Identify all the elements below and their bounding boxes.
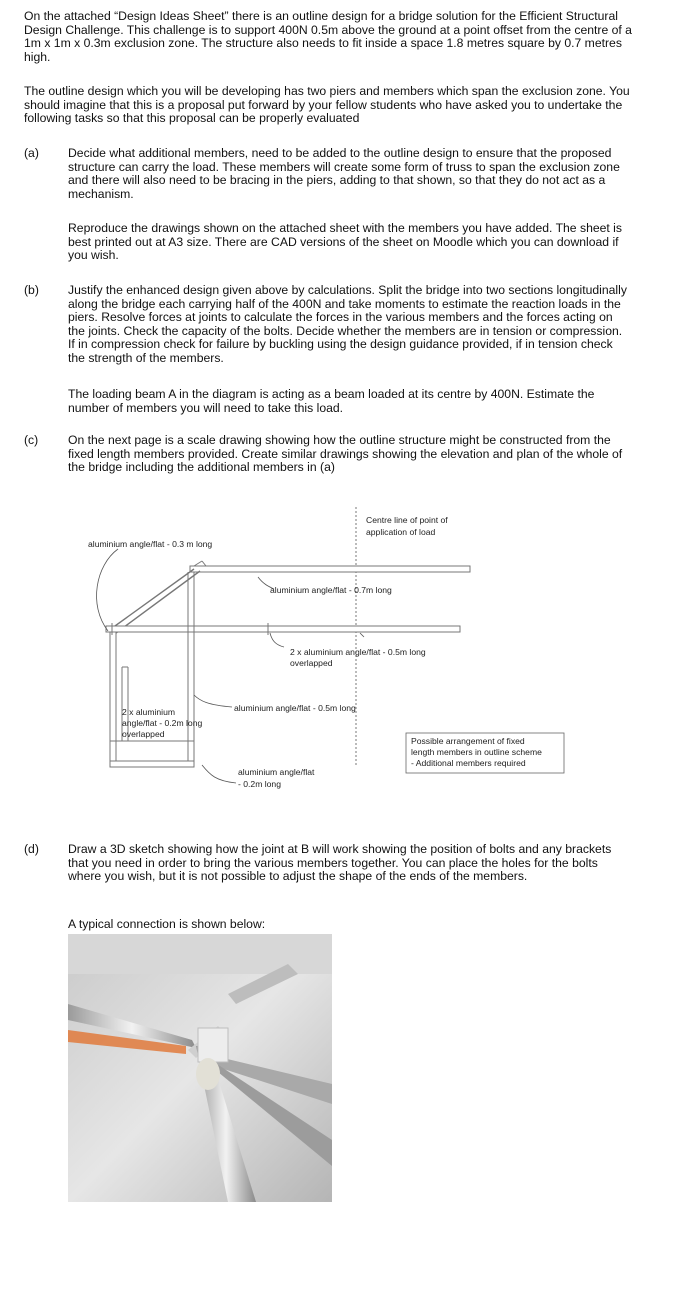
label-angle-07: aluminium angle/flat - 0.7m long bbox=[270, 585, 392, 595]
callout-line-1: Possible arrangement of fixed bbox=[411, 736, 525, 746]
centre-line-label-1: Centre line of point of bbox=[366, 515, 448, 525]
task-d-paragraph-2: A typical connection is shown below: bbox=[68, 917, 266, 931]
task-d-label: (d) bbox=[24, 842, 39, 856]
task-a-paragraph-1: Decide what additional members, need to be added to the outline design to ensure that the proposed structure can carry the load. These members will create some form of truss to span the exclusion zone and there will also need to be bracing in the piers, adding to that shown, so that they do not act as a mechanism. bbox=[68, 146, 620, 201]
task-c-label: (c) bbox=[24, 433, 39, 447]
bridge-outline-diagram bbox=[60, 505, 580, 805]
centre-line-label-2: application of load bbox=[366, 527, 436, 537]
callout-line-2: length members in outline scheme bbox=[411, 747, 542, 757]
label-angle-02-2: - 0.2m long bbox=[238, 779, 281, 789]
intro-paragraph-2: The outline design which you will be developing has two piers and members which span the exclusion zone. You should imagine that this is a proposal put forward by your fellow students who have asked you to undertake the following tasks so that this proposal can be properly evaluated bbox=[24, 84, 630, 126]
label-angle-02-overlap-2: angle/flat - 0.2m long bbox=[122, 718, 203, 728]
intro-paragraph-1: On the attached “Design Ideas Sheet” there is an outline design for a bridge solution for the Efficient Structural Design Challenge. This challenge is to support 400N 0.5m above the ground at a point offset from the centre of a 1m x 1m x 0.3m exclusion zone. The structure also needs to fit inside a space 1.8 metres square by 0.7 metres high. bbox=[24, 9, 632, 64]
task-a-label: (a) bbox=[24, 146, 39, 160]
task-c-paragraph-1: On the next page is a scale drawing showing how the outline structure might be constructed from the fixed length members provided. Create similar drawings showing the elevation and plan of the whole of the bridge including the additional members in (a) bbox=[68, 433, 623, 475]
label-angle-02-overlap-1: 2 x aluminium bbox=[122, 707, 176, 717]
task-b-label: (b) bbox=[24, 283, 39, 297]
label-angle-05-overlap-1: 2 x aluminium angle/flat - 0.5m long bbox=[290, 647, 426, 657]
label-angle-03: aluminium angle/flat - 0.3 m long bbox=[88, 539, 213, 549]
label-angle-05: aluminium angle/flat - 0.5m long bbox=[234, 703, 356, 713]
typical-connection-photo bbox=[68, 934, 332, 1202]
task-b-paragraph-2: The loading beam A in the diagram is acting as a beam loaded at its centre by 400N. Estimate the number of members you will need to take this load. bbox=[68, 387, 595, 415]
label-angle-02-overlap-3: overlapped bbox=[122, 729, 165, 739]
task-a-paragraph-2: Reproduce the drawings shown on the attached sheet with the members you have added. The sheet is best printed out at A3 size. There are CAD versions of the sheet on Moodle which you can download if you wish. bbox=[68, 221, 622, 263]
task-d-paragraph-1: Draw a 3D sketch showing how the joint at B will work showing the position of bolts and any brackets that you need in order to bring the various members together. You can place the holes for the bolts where you wish, but it is not possible to adjust the shape of the ends of the members. bbox=[68, 842, 612, 884]
callout-line-3: - Additional members required bbox=[411, 758, 526, 768]
label-angle-02-1: aluminium angle/flat bbox=[238, 767, 315, 777]
label-angle-05-overlap-2: overlapped bbox=[290, 658, 333, 668]
task-b-paragraph-1: Justify the enhanced design given above by calculations. Split the bridge into two sections longitudinally along the bridge each carrying half of the 400N and take moments to estimate the reaction loads in the piers. Resolve forces at joints to calculate the forces in the various members and the forces acting on the joints. Check the capacity of the bolts. Decide whether the members are in tension or compression. If in compression check for failure by buckling using the design guidance provided, if in tension check the strength of the members. bbox=[68, 283, 627, 365]
